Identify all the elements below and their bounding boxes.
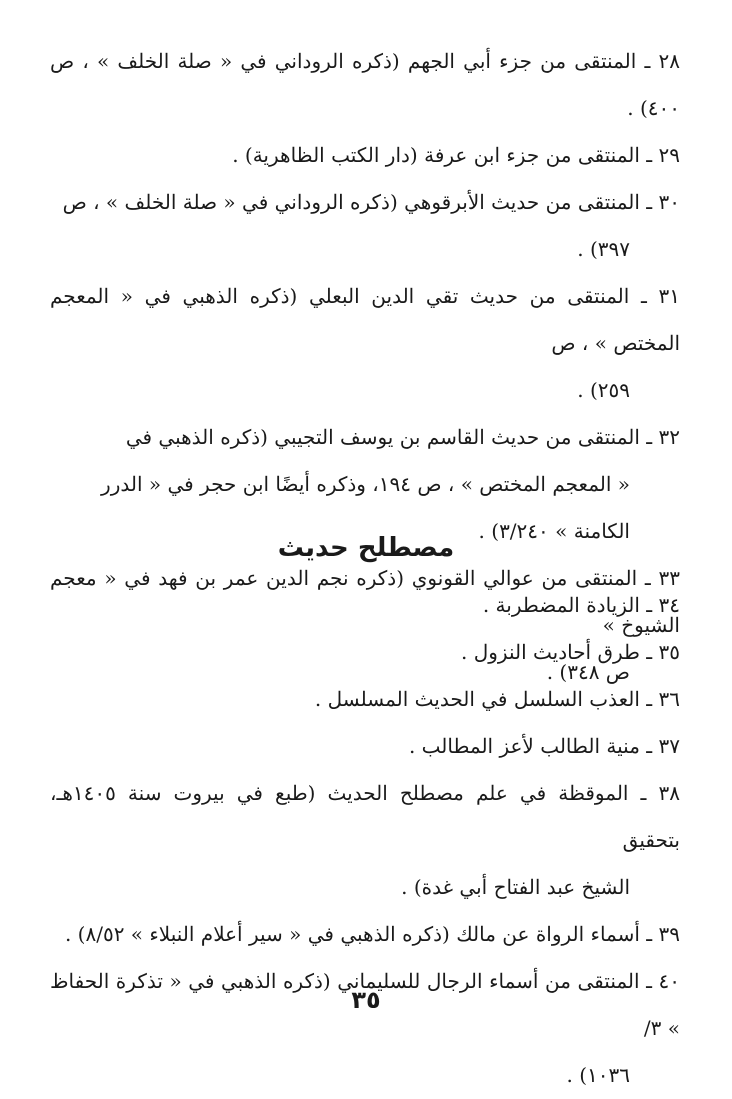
entry-first-line: [50, 723, 680, 770]
entry-first-line: [50, 273, 680, 367]
entry-number: ٣٥: [652, 640, 680, 664]
list-item: [50, 132, 680, 179]
entry-number: ٣٣: [650, 566, 681, 590]
entry-text: ـ أسماء الرواة عن مالك (ذكره الذهبي في « سير أعلام النبلاء » ٨/٥٢) .: [64, 922, 653, 946]
entry-continuation-line: ٢٥٩) .: [577, 378, 630, 402]
list-item: [50, 273, 680, 414]
entry-number: ٣٦: [652, 687, 680, 711]
list-item: [50, 723, 680, 770]
entry-number: ٤٠: [651, 969, 680, 993]
entries-bottom: [50, 582, 680, 1099]
entry-first-line: [50, 676, 680, 723]
entry-number: ٢٩: [652, 143, 680, 167]
list-item: [50, 629, 680, 676]
entry-number: ٣٤: [652, 593, 680, 617]
list-item: [50, 770, 680, 911]
entry-text: ـ المنتقى من حديث الأبرقوهي (ذكره الروداني في « صلة الخلف » ، ص: [62, 190, 653, 214]
list-item: [50, 179, 680, 273]
entry-text: ـ المنتقى من حديث تقي الدين البعلي (ذكره الذهبي في « المعجم المختص » ، ص: [50, 284, 680, 355]
entry-continuation-line: ٣٩٧) .: [577, 237, 630, 261]
section-title: مصطلح حديث: [277, 533, 455, 563]
entry-text: ـ طرق أحاديث النزول .: [461, 640, 653, 664]
entry-number: ٣٨: [646, 781, 680, 805]
entry-first-line: [50, 414, 680, 461]
entry-first-line: [50, 38, 680, 132]
list-item: [50, 38, 680, 132]
entry-text: ـ المنتقى من جزء ابن عرفة (دار الكتب الظاهرية) .: [232, 143, 653, 167]
entry-text: ـ المنتقى من حديث القاسم بن يوسف التجيبي (ذكره الذهبي في: [125, 425, 653, 449]
entry-text: ـ منية الطالب لأعز المطالب .: [408, 734, 653, 758]
entry-continuation-line: الشيخ عبد الفتاح أبي غدة) .: [401, 875, 630, 899]
page-number: ٣٥: [351, 986, 381, 1014]
entry-first-line: [50, 629, 680, 676]
entry-text: ـ المنتقى من أسماء الرجال للسليماني (ذكره الذهبي في « تذكرة الحفاظ » ٣/: [50, 969, 680, 1040]
entry-text: ـ المنتقى من عوالي القونوي (ذكره نجم الدين عمر بن فهد في « معجم الشيوخ »: [50, 566, 680, 637]
entry-first-line: [50, 132, 680, 179]
entry-number: ٣٠: [652, 190, 680, 214]
entry-continuation-line: الكامنة » ٣/٢٤٠) .: [478, 519, 630, 543]
entry-number: ٢٨: [650, 49, 680, 73]
entry-continuation-line: ص ٣٤٨) .: [546, 660, 630, 684]
entry-text: ـ الموقظة في علم مصطلح الحديث (طبع في بيروت سنة ١٤٠٥هـ، بتحقيق: [50, 781, 680, 852]
entry-first-line: [50, 770, 680, 864]
entry-continuation-line: ١٠٣٦) .: [566, 1063, 630, 1087]
entry-number: ٣١: [646, 284, 680, 308]
entry-number: ٣٧: [652, 734, 680, 758]
list-item: [50, 958, 680, 1099]
entry-number: ٣٢: [652, 425, 680, 449]
list-item: [50, 676, 680, 723]
entry-first-line: [50, 582, 680, 629]
entry-text: ـ العذب السلسل في الحديث المسلسل .: [314, 687, 653, 711]
entry-continuation-line: « المعجم المختص » ، ص ١٩٤، وذكره أيضًا ابن حجر في « الدرر: [101, 472, 630, 496]
entry-text: ـ الزيادة المضطربة .: [482, 593, 653, 617]
entry-number: ٣٩: [652, 922, 680, 946]
entry-first-line: [50, 179, 680, 226]
list-item: [50, 582, 680, 629]
entry-text: ـ المنتقى من جزء أبي الجهم (ذكره الروداني في « صلة الخلف » ، ص ٤٠٠) .: [50, 49, 680, 120]
list-item: [50, 911, 680, 958]
entry-first-line: [50, 911, 680, 958]
